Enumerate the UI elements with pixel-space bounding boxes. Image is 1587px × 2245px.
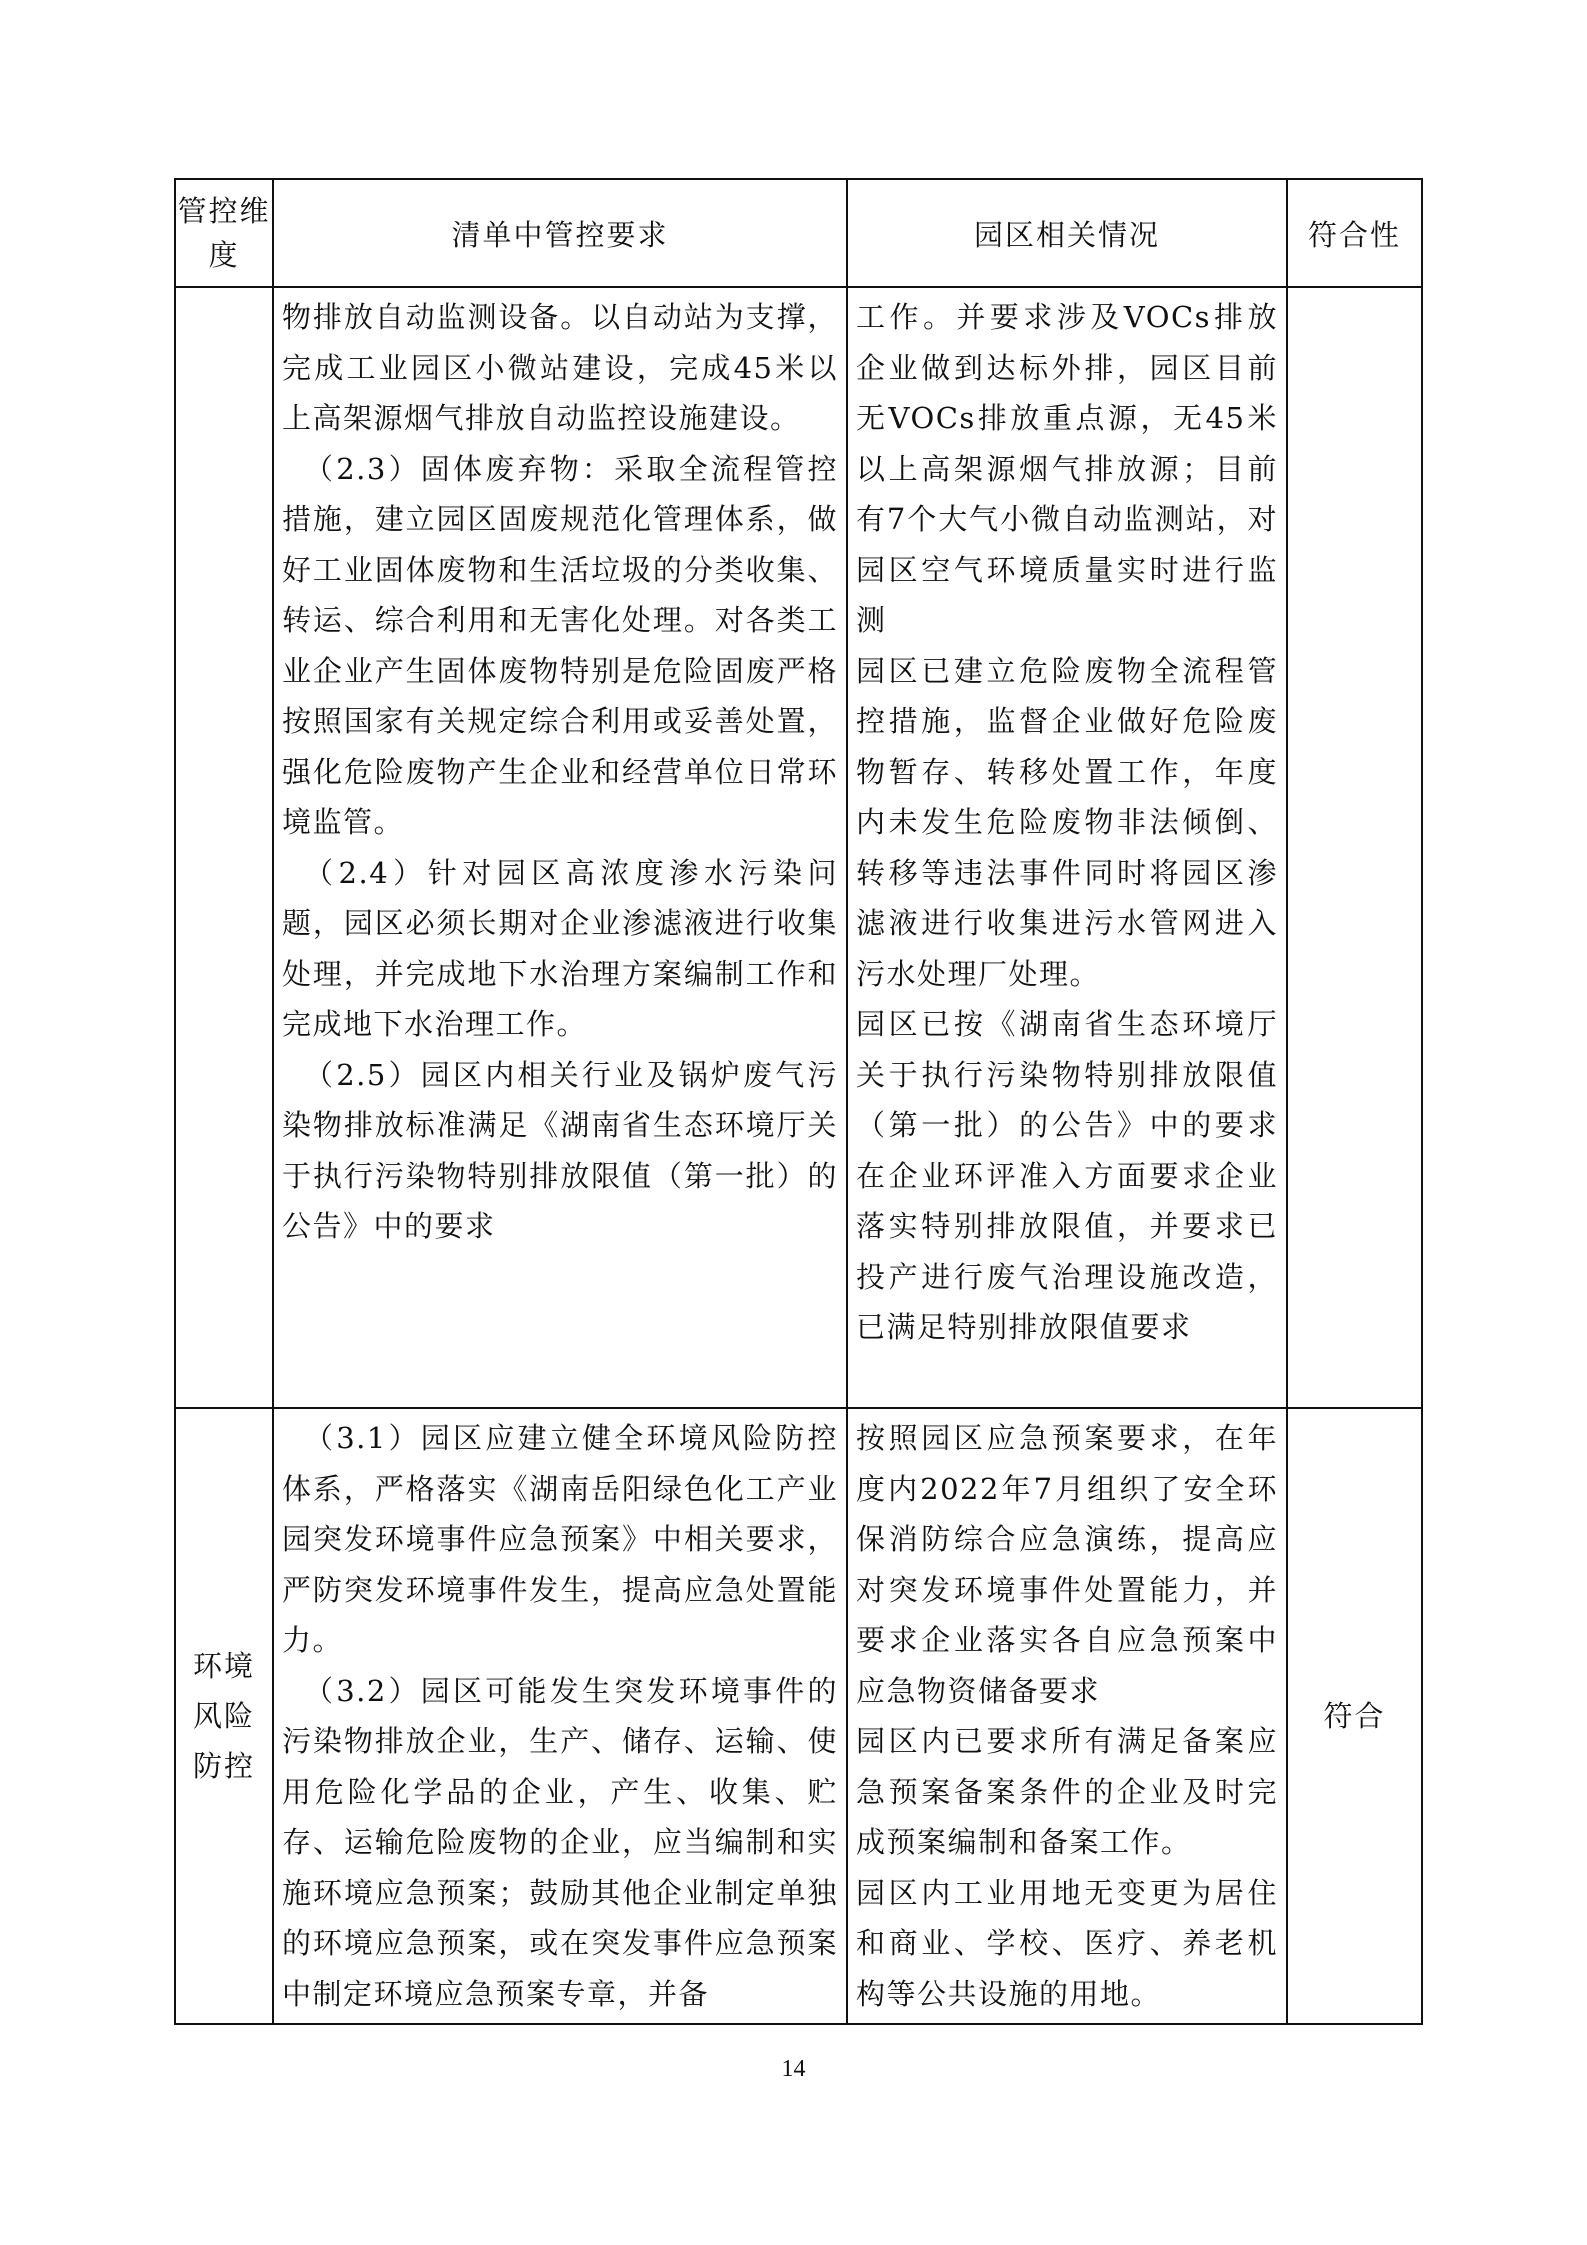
requirements-cell <box>273 287 847 1408</box>
compliance-table <box>174 178 1423 2025</box>
table-row <box>175 287 1422 1408</box>
dimension-label: 环境风险防控 <box>192 1649 255 1783</box>
requirement-paragraph: （2.5）园区内相关行业及锅炉废气污染物排放标准满足《湖南省生态环境厅关于执行污染物特别排放限值（第一批）的公告》中的要求 <box>282 1057 838 1243</box>
requirement-paragraph: （2.4）针对园区高浓度渗水污染问题，园区必须长期对企业渗滤液进行收集处理，并完成地下水治理方案编制工作和完成地下水治理工作。 <box>282 855 838 1041</box>
requirement-paragraph: （3.1）园区应建立健全环境风险防控体系，严格落实《湖南岳阳绿色化工产业园突发环境事件应急预案》中相关要求，严防突发环境事件发生，提高应急处置能力。 <box>282 1421 838 1657</box>
situation-paragraph: 园区已建立危险废物全流程管控措施，监督企业做好危险废物暂存、转移处置工作，年度内未发生危险废物非法倾倒、转移等违法事件同时将园区渗滤液进行收集进污水管网进入污水处理厂处理。 <box>856 653 1278 991</box>
situation-cell <box>847 287 1287 1408</box>
dimension-cell <box>175 287 273 1408</box>
situation-paragraph: 园区已按《湖南省生态环境厅关于执行污染物特别排放限值（第一批）的公告》中的要求在企业环评准入方面要求企业落实特别排放限值，并要求已投产进行废气治理设施改造，已满足特别排放限值要求 <box>856 1007 1278 1344</box>
compliance-cell <box>1287 287 1422 1408</box>
header-situation: 园区相关情况 <box>847 179 1287 287</box>
requirements-cell <box>273 1408 847 2024</box>
requirement-paragraph: 物排放自动监测设备。以自动站为支撑，完成工业园区小微站建设，完成45米以上高架源烟气排放自动监控设施建设。 <box>282 300 838 435</box>
table-header-row <box>175 179 1422 287</box>
compliance-table-container <box>174 178 1421 2025</box>
situation-paragraph: 工作。并要求涉及VOCs排放企业做到达标外排，园区目前无VOCs排放重点源，无45米以上高架源烟气排放源；目前有7个大气小微自动监测站，对园区空气环境质量实时进行监测 <box>856 300 1278 637</box>
header-dimension: 管控维度 <box>175 179 273 287</box>
situation-paragraph: 园区内已要求所有满足备案应急预案备案条件的企业及时完成预案编制和备案工作。 <box>856 1724 1278 1859</box>
header-compliance: 符合性 <box>1287 179 1422 287</box>
situation-paragraph: 园区内工业用地无变更为居住和商业、学校、医疗、养老机构等公共设施的用地。 <box>856 1875 1278 2011</box>
requirement-paragraph: （3.2）园区可能发生突发环境事件的污染物排放企业，生产、储存、运输、使用危险化学品的企业，产生、收集、贮存、运输危险废物的企业，应当编制和实施环境应急预案；鼓励其他企业制定单独的环境应急预案，或在突发事件应急预案中制定环境应急预案专章，并备 <box>282 1673 838 2011</box>
dimension-cell <box>175 1408 273 2024</box>
requirement-paragraph: （2.3）固体废弃物：采取全流程管控措施，建立园区固废规范化管理体系，做好工业固体废物和生活垃圾的分类收集、转运、综合利用和无害化处理。对各类工业企业产生固体废物特别是危险固废严格按照国家有关规定综合利用或妥善处置，强化危险废物产生企业和经营单位日常环境监管。 <box>282 451 838 839</box>
compliance-cell: 符合 <box>1287 1408 1422 2024</box>
situation-paragraph: 按照园区应急预案要求，在年度内2022年7月组织了安全环保消防综合应急演练，提高应对突发环境事件处置能力，并要求企业落实各自应急预案中应急物资储备要求 <box>856 1421 1278 1708</box>
table-row <box>175 1408 1422 2024</box>
header-requirements: 清单中管控要求 <box>273 179 847 287</box>
page-number: 14 <box>781 2056 806 2082</box>
situation-cell <box>847 1408 1287 2024</box>
